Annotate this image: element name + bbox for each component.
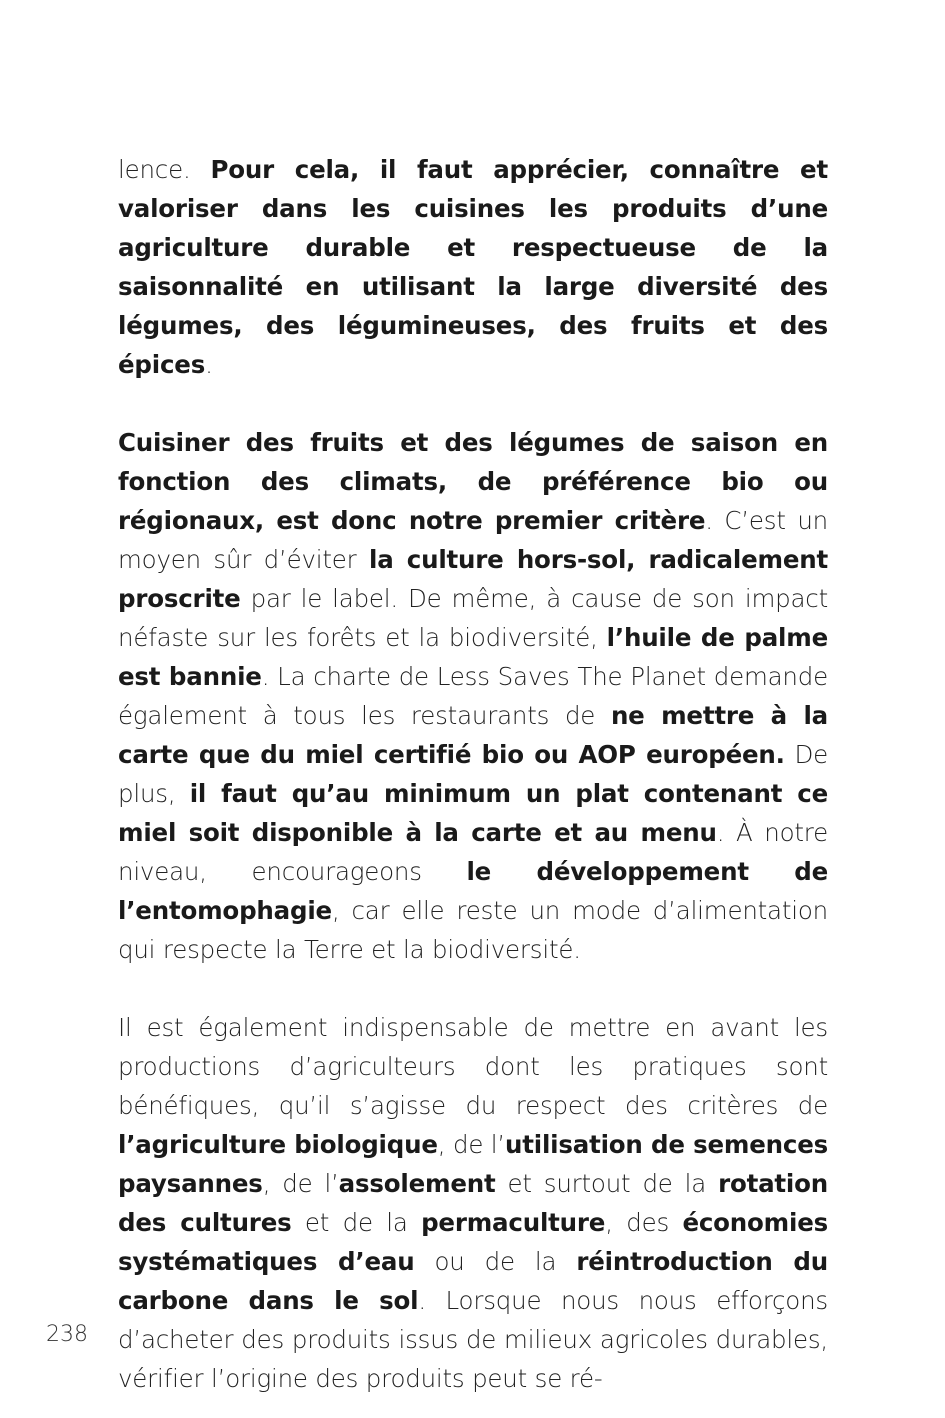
emphasized-text: l’huile de palme est bannie bbox=[118, 623, 828, 691]
text-run: par le label. De même, à cause de son impact néfaste sur les forêts et la biodiversité, bbox=[118, 584, 828, 652]
page-number: 238 bbox=[46, 1322, 88, 1347]
text-run: , des bbox=[605, 1208, 683, 1237]
emphasized-text: il faut qu’au minimum un plat contenant ce miel soit disponible à la carte et au menu bbox=[118, 779, 828, 847]
emphasized-text: l’agriculture biologique bbox=[118, 1130, 438, 1159]
text-run: lence. bbox=[118, 155, 211, 184]
emphasized-text: permaculture bbox=[421, 1208, 606, 1237]
text-run: , de l’ bbox=[262, 1169, 339, 1198]
emphasized-text: Pour cela, il faut apprécier, connaître et valoriser dans les cuisines les produits d’une agriculture durable et respectueuse de la saisonnalité en utilisant la large diversité des légumes, des légumineuses, des fruits et des épices bbox=[118, 155, 828, 379]
emphasized-text: la culture hors-sol, radicalement proscrite bbox=[118, 545, 828, 613]
paragraph-seasonality bbox=[118, 150, 828, 384]
text-run: . bbox=[205, 350, 213, 379]
emphasized-text: économies systématiques d’eau bbox=[118, 1208, 829, 1276]
text-run: , de l’ bbox=[437, 1130, 505, 1159]
text-run: ou de la bbox=[414, 1247, 577, 1276]
text-run: . À notre niveau, encourageons bbox=[118, 818, 828, 886]
paragraph-label-criteria bbox=[118, 423, 828, 969]
emphasized-text: réintroduction du carbone dans le sol bbox=[118, 1247, 828, 1315]
text-run: . Lorsque nous nous efforçons d’acheter des produits issus de milieux agricoles durables, vérifier l’origine des produits peut se ré- bbox=[118, 1286, 828, 1393]
text-run: et surtout de la bbox=[495, 1169, 719, 1198]
paragraph-agricultural-practices bbox=[118, 1008, 828, 1398]
text-run: . La charte de Less Saves The Planet demande également à tous les restaurants de bbox=[118, 662, 828, 730]
emphasized-text: assolement bbox=[338, 1169, 496, 1198]
text-run: , car elle reste un mode d’alimentation qui respecte la Terre et la biodiversité. bbox=[118, 896, 828, 964]
emphasized-text: Cuisiner des fruits et des légumes de saison en fonction des climats, de préférence bio ou régionaux, est donc notre premier critère bbox=[118, 428, 828, 535]
emphasized-text: utilisation de semences paysannes bbox=[118, 1130, 829, 1198]
emphasized-text: ne mettre à la carte que du miel certifié bio ou AOP européen. bbox=[118, 701, 829, 769]
body-text bbox=[118, 150, 828, 1398]
text-run: . C’est un moyen sûr d’éviter bbox=[118, 506, 828, 574]
emphasized-text: le développement de l’entomophagie bbox=[118, 857, 828, 925]
emphasized-text: rotation des cultures bbox=[118, 1169, 829, 1237]
text-run: De plus, bbox=[118, 740, 828, 808]
text-run: et de la bbox=[291, 1208, 422, 1237]
text-run: Il est également indispensable de mettre en avant les productions d’agriculteurs dont les pratiques sont bénéfiques, qu’il s’agisse du respect des critères de bbox=[118, 1013, 828, 1120]
